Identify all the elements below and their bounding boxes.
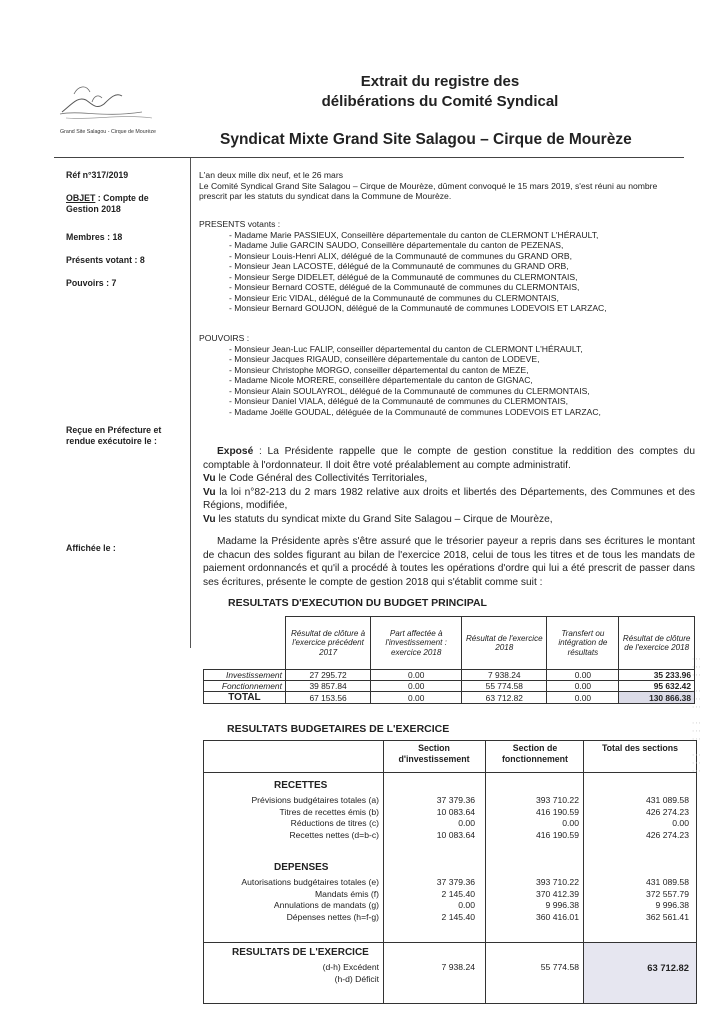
table-header: Résultat de clôture de l'exercice 2018 [619,617,695,670]
logo [52,74,172,135]
table-cell: 63 712.82 [462,692,547,704]
list-item: - Monsieur Christophe MORGO, conseiller départemental du canton de MEZE, [229,364,529,375]
table-row-total [204,692,695,704]
table-cell: 130 866.38 [619,692,695,704]
row-label: Fonctionnement [204,681,286,692]
logo-caption: Grand Site Salagou - Cirque de Mourèze [60,129,156,135]
objet [66,193,186,215]
objet-text: : Compte de [95,193,149,203]
list-item: - Monsieur Bernard GOUJON, délégué de la Communauté de communes LODEVOIS ET LARZAC, [229,303,607,313]
presents-items [199,230,607,314]
table-row: Annulations de mandats (g) 0.00 9 996.38 9 996.38 [273,900,689,911]
table-header: Résultat de clôture à l'exercice précédent 2017 [285,617,370,670]
budget-table [203,740,697,1004]
presents-list [199,219,607,314]
table-header: Section d'investissement [398,743,470,764]
table-cell: 0.00 [547,670,619,681]
depenses-title: DEPENSES [274,862,329,873]
execution-table [203,616,695,704]
sidebar-divider [190,158,191,648]
table-cell: 0.00 [371,670,462,681]
table1-title: RESULTATS D'EXECUTION DU BUDGET PRINCIPAL [228,597,487,609]
scan-dots: ∙∙∙ ∙∙∙ ∙∙∙ ∙∙∙ ∙∙∙ ∙∙∙ ∙∙∙ ∙∙∙ ∙∙∙ ∙∙∙ ∙∙∙ ∙∙∙ [692,654,702,775]
table-corner [204,617,286,670]
header-rule [54,157,684,158]
table-cell: 0.00 [547,692,619,704]
presentation-paragraph: Madame la Présidente après s'être assuré que le trésorier payeur a repris dans ses écritures le montant de chacun des soldes figurant au bilan de l'exercice 2018, celui de tous les titres et de tous les mandats de paiement ordonnancés et qu'il a procédé à toutes les opérations d'ordre qui lui a été prescrit de passer dans ses écritures, présente le compte de gestion 2018 qui s'établit comme suit : [203,536,695,588]
list-item: - Madame Marie PASSIEUX, Conseillère départementale du canton de CLERMONT L'HÉRAULT, [229,229,599,240]
list-item: - Monsieur Jean-Luc FALIP, conseiller départemental du canton de CLERMONT L'HÉRAULT, [229,343,583,354]
table-header: Total des sections [601,743,679,753]
depenses-rows [204,877,696,923]
table-cell: 67 153.56 [285,692,370,704]
row-label: TOTAL [204,692,286,704]
list-item: - Monsieur Louis-Henri ALIX, délégué de la Communauté de communes du GRAND ORB, [229,250,572,261]
ref-number: Réf n°317/2019 [66,170,129,180]
table-cell: 39 857.84 [285,681,370,692]
table-row: Autorisations budgétaires totales (e) 37 379.36 393 710.22 431 089.58 [241,877,689,887]
table-row [204,670,695,681]
recettes-title: RECETTES [274,780,328,791]
table-row: (d-h) Excédent 7 938.24 55 774.58 63 712.82 [322,962,689,973]
presents-votant: Présents votant : 8 [66,255,145,265]
table-cell: 35 233.96 [619,670,695,681]
pouvoirs-heading: POUVOIRS : [199,333,250,343]
table-cell: 7 938.24 [462,670,547,681]
vu-line: Vu les statuts du syndicat mixte du Grand Site Salagou – Cirque de Mourèze, [203,513,553,525]
table-row: Dépenses nettes (h=f-g) 2 145.40 360 416.01 362 561.41 [286,911,689,922]
intro [199,170,657,202]
table-cell: 0.00 [371,692,462,704]
intro-line: prescrit par les statuts du syndicat dans la Commune de Mourèze. [199,191,452,201]
table-row: Prévisions budgétaires totales (a) 37 379.36 393 710.22 431 089.58 [251,795,689,805]
pouvoirs-count: Pouvoirs : 7 [66,278,117,288]
intro-line: Le Comité Syndical Grand Site Salagou – Cirque de Mourèze, dûment convoqué le 15 mars 2019, s'est réuni au nombre [199,180,658,191]
resultats-title: RESULTATS DE L'EXERCICE [232,947,369,958]
recettes-rows [204,795,696,841]
list-item: - Madame Nicole MORERE, conseillère départementale du canton de GIGNAC, [229,375,533,385]
table-cell: 0.00 [371,681,462,692]
page-title [260,72,620,112]
table-cell: 95 632.42 [619,681,695,692]
objet-text-2: Gestion 2018 [66,204,121,214]
pouvoirs-items [199,344,601,418]
recue-prefecture [66,425,161,447]
table-cell: 0.00 [547,681,619,692]
membres: Membres : 18 [66,232,123,242]
table-cell: 55 774.58 [462,681,547,692]
salagou-logo-icon [52,74,172,122]
list-item: - Monsieur Daniel VIALA, délégué de la Communauté de communes du CLERMONTAIS, [229,396,568,406]
title-line-2: délibérations du Comité Syndical [321,93,559,110]
list-item: - Monsieur Alain SOULAYROL, délégué de la Communauté de communes du CLERMONTAIS, [229,385,590,396]
pouvoirs-list [199,333,601,417]
table-row: Recettes nettes (d=b-c) 10 083.64 416 190.59 426 274.23 [289,829,689,840]
page-subtitle: Syndicat Mixte Grand Site Salagou – Cirque de Mourèze [220,131,632,148]
expose-text: Exposé : La Présidente rappelle que le compte de gestion constitue la reddition des comptes du comptable à l'ordonnateur. Il doit être voté préalablement au compte administratif. [203,446,695,471]
vu-line: Vu le Code Général des Collectivités Territoriales, [203,473,428,485]
list-item: - Monsieur Bernard COSTE, délégué de la Communauté de communes du CLERMONTAIS, [229,282,580,292]
vu-line: Vu la loi n°82-213 du 2 mars 1982 relative aux droits et libertés des Départements, des Communes et des Régions, modifiée, [203,486,695,512]
table2-title: RESULTATS BUDGETAIRES DE L'EXERCICE [227,723,450,735]
list-item: - Monsieur Jean LACOSTE, délégué de la Communauté de communes du GRAND ORB, [229,261,569,271]
recue-line-1: Reçue en Préfecture et [66,425,162,435]
table-header: Transfert ou intégration de résultats [547,617,619,670]
list-item: - Monsieur Serge DIDELET, délégué de la Communauté de communes du CLERMONTAIS, [229,271,578,282]
table-header-row [204,617,695,670]
table-header: Résultat de l'exercice 2018 [462,617,547,670]
header-divider [204,772,696,773]
table-header: Section de fonctionnement [502,743,568,764]
affichee: Affichée le : [66,543,116,553]
list-item: - Madame Julie GARCIN SAUDO, Conseillère départementale du canton de PEZENAS, [229,240,564,250]
resultats-rows [204,962,696,985]
table-row [204,681,695,692]
recue-line-2: rendue exécutoire le : [66,436,157,446]
table-cell: 27 295.72 [285,670,370,681]
table-row: Mandats émis (f) 2 145.40 370 412.39 372 557.79 [315,888,689,899]
table-row: (h-d) Déficit [334,973,379,984]
intro-line: L'an deux mille dix neuf, et le 26 mars [199,170,343,180]
list-item: - Monsieur Jacques RIGAUD, conseillère départementale du canton de LODEVE, [229,354,540,364]
row-label: Investissement [204,670,286,681]
table-header: Part affectée à l'investissement : exercice 2018 [371,617,462,670]
list-item: - Monsieur Eric VIDAL, délégué de la Communauté de communes du CLERMONTAIS, [229,292,559,303]
list-item: - Madame Joëlle GOUDAL, déléguée de la Communauté de communes LODEVOIS ET LARZAC, [229,406,601,417]
expose [203,445,695,527]
objet-label: OBJET [66,193,96,203]
table-row: Titres de recettes émis (b) 10 083.64 416 190.59 426 274.23 [279,806,689,817]
title-line-1: Extrait du registre des [360,73,520,90]
presents-heading: PRESENTS votants : [199,219,281,229]
table-row: Réductions de titres (c) 0.00 0.00 0.00 [290,818,689,829]
